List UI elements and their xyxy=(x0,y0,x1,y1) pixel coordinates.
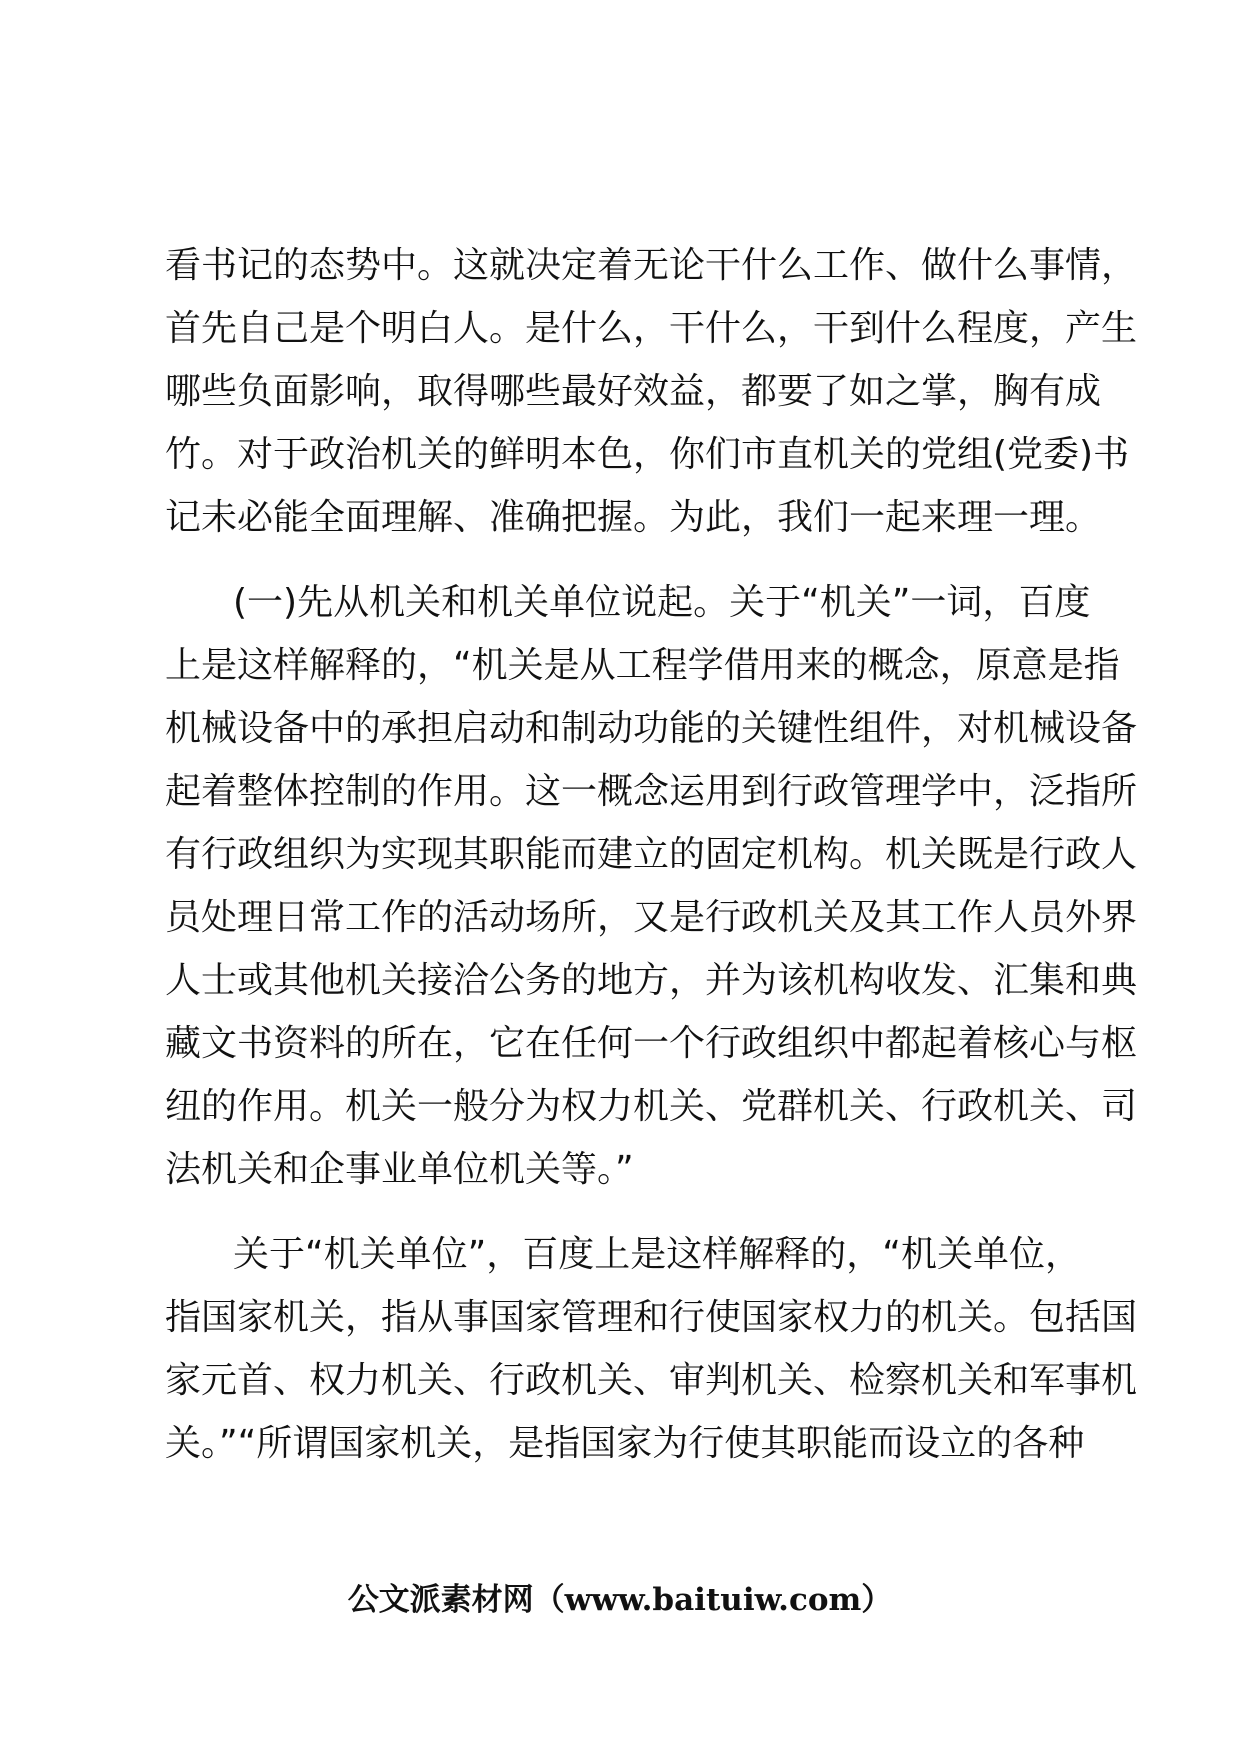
text-line: 首先自己是个明白人。是什么，干什么，干到什么程度，产生 xyxy=(165,308,1138,349)
text-line: 机械设备中的承担启动和制动功能的关键性组件，对机械设备 xyxy=(165,708,1138,749)
paragraph-jiguan-definition xyxy=(165,571,1138,1201)
document-body xyxy=(165,234,1138,1475)
text-line: 藏文书资料的所在，它在任何一个行政组织中都起着核心与枢 xyxy=(165,1023,1138,1064)
text-line: 员处理日常工作的活动场所，又是行政机关及其工作人员外界 xyxy=(165,897,1138,938)
text-line: 关于“机关单位”，百度上是这样解释的，“机关单位， xyxy=(233,1234,1081,1275)
text-line: 哪些负面影响，取得哪些最好效益，都要了如之掌，胸有成 xyxy=(165,371,1102,412)
text-line: 上是这样解释的，“机关是从工程学借用来的概念，原意是指 xyxy=(165,645,1120,686)
paragraph-continuation xyxy=(165,234,1138,549)
text-line: 看书记的态势中。这就决定着无论干什么工作、做什么事情， xyxy=(165,245,1138,286)
text-line: 有行政组织为实现其职能而建立的固定机构。机关既是行政人 xyxy=(165,834,1138,875)
text-line: 关。”“所谓国家机关，是指国家为行使其职能而设立的各种 xyxy=(165,1423,1085,1464)
text-line: 法机关和企事业单位机关等。” xyxy=(165,1149,634,1190)
text-line: 起着整体控制的作用。这一概念运用到行政管理学中，泛指所 xyxy=(165,771,1138,812)
text-line: 竹。对于政治机关的鲜明本色，你们市直机关的党组(党委)书 xyxy=(165,434,1130,475)
text-line: (一)先从机关和机关单位说起。关于“机关”一词，百度 xyxy=(233,582,1091,623)
paragraph-spacer xyxy=(165,1201,1080,1223)
text-line: 记未必能全面理解、准确把握。为此，我们一起来理一理。 xyxy=(165,497,1102,538)
footer-source-watermark: 公文派素材网（www.baituiw.com） xyxy=(347,1582,893,1618)
paragraph-jiguan-danwei-definition xyxy=(165,1223,1138,1475)
text-line: 家元首、权力机关、行政机关、审判机关、检察机关和军事机 xyxy=(165,1360,1138,1401)
text-line: 人士或其他机关接洽公务的地方，并为该机构收发、汇集和典 xyxy=(165,960,1138,1001)
paragraph-spacer xyxy=(165,549,1080,571)
text-line: 纽的作用。机关一般分为权力机关、党群机关、行政机关、司 xyxy=(165,1086,1138,1127)
text-line: 指国家机关，指从事国家管理和行使国家权力的机关。包括国 xyxy=(165,1297,1138,1338)
